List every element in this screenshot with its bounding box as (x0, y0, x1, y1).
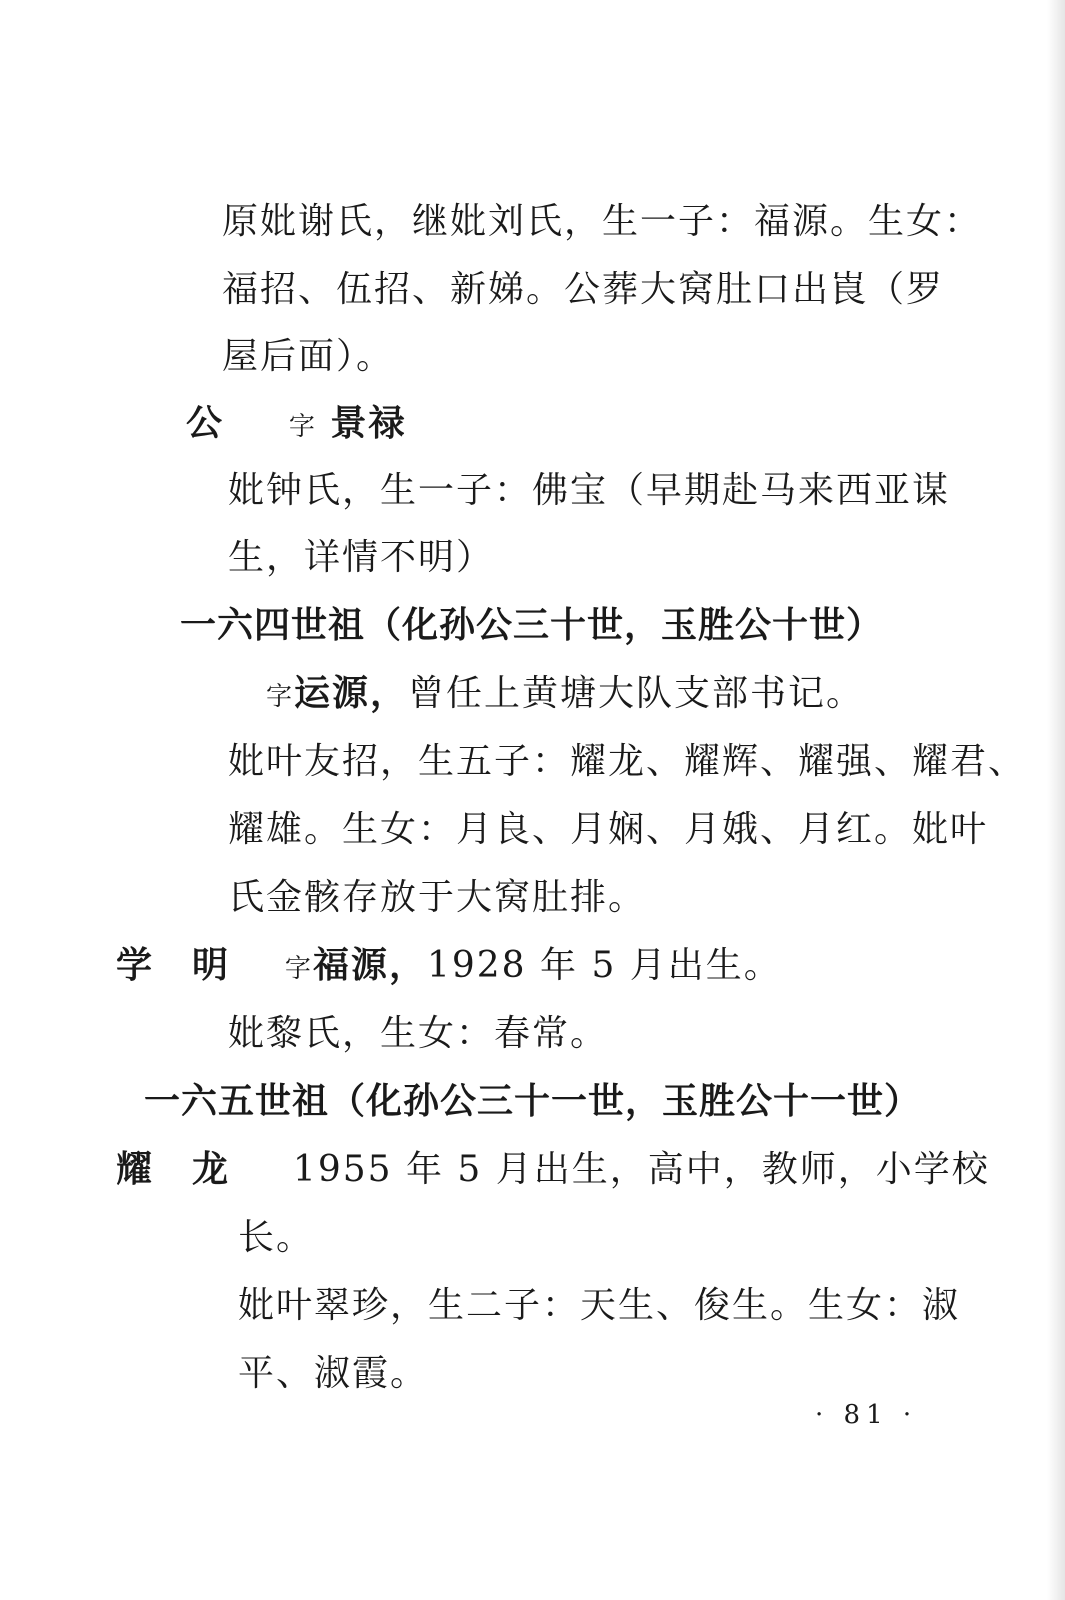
courtesy-detail: 曾任上黄塘大队支部书记。 (408, 673, 865, 714)
generation-heading: 一六四世祖（化孙公三十世，玉胜公十世） (180, 605, 884, 646)
entry-line: 屋后面）。 (222, 336, 395, 377)
generation-heading: 一六五世祖（化孙公三十一世，玉胜公十一世） (144, 1081, 922, 1122)
entry-line: 妣钟氏，生一子：佛宝（早期赴马来西亚谋 (228, 470, 951, 511)
courtesy-line (266, 670, 864, 721)
courtesy-name-label: 字 (288, 412, 317, 442)
courtesy-name-label: 字 (284, 954, 313, 984)
entry-line: 氏金骸存放于大窝肚排。 (228, 877, 647, 918)
entry-line: 妣叶翠珍，生二子：天生、俊生。生女：淑 (238, 1285, 961, 1326)
person-entry-yaolong (116, 1146, 990, 1194)
entry-line: 生，详情不明） (228, 537, 495, 578)
page-edge-shadow (1047, 0, 1065, 1600)
entry-line: 耀雄。生女：月良、月娴、月娥、月红。妣叶 (228, 809, 989, 850)
person-name: 耀 龙 (116, 1149, 231, 1190)
entry-line: 长。 (238, 1217, 315, 1258)
courtesy-name-label: 字 (266, 682, 295, 712)
entry-line: 原妣谢氏，继妣刘氏，生一子：福源。生女： (222, 201, 983, 242)
entry-line: 平、淑霞。 (238, 1353, 429, 1394)
person-detail: 1955 年 5 月出生，高中，教师，小学校 (292, 1149, 990, 1190)
entry-line: 妣黎氏，生女：春常。 (228, 1013, 609, 1054)
person-name: 学 明 (116, 945, 231, 986)
person-name: 公 (186, 403, 225, 444)
entry-line: 妣叶友招，生五子：耀龙、耀辉、耀强、耀君、 (228, 741, 1027, 782)
courtesy-name: 运源， (294, 673, 409, 714)
person-entry-gong (186, 400, 406, 451)
entry-line: 福招、伍招、新娣。公葬大窝肚口出崀（罗 (222, 269, 945, 310)
courtesy-detail: 1928 年 5 月出生。 (426, 945, 782, 986)
person-entry-xueming (116, 942, 782, 993)
courtesy-name: 福源， (312, 945, 427, 986)
page-number: · 81 · (815, 1400, 918, 1430)
courtesy-name: 景禄 (330, 403, 407, 444)
